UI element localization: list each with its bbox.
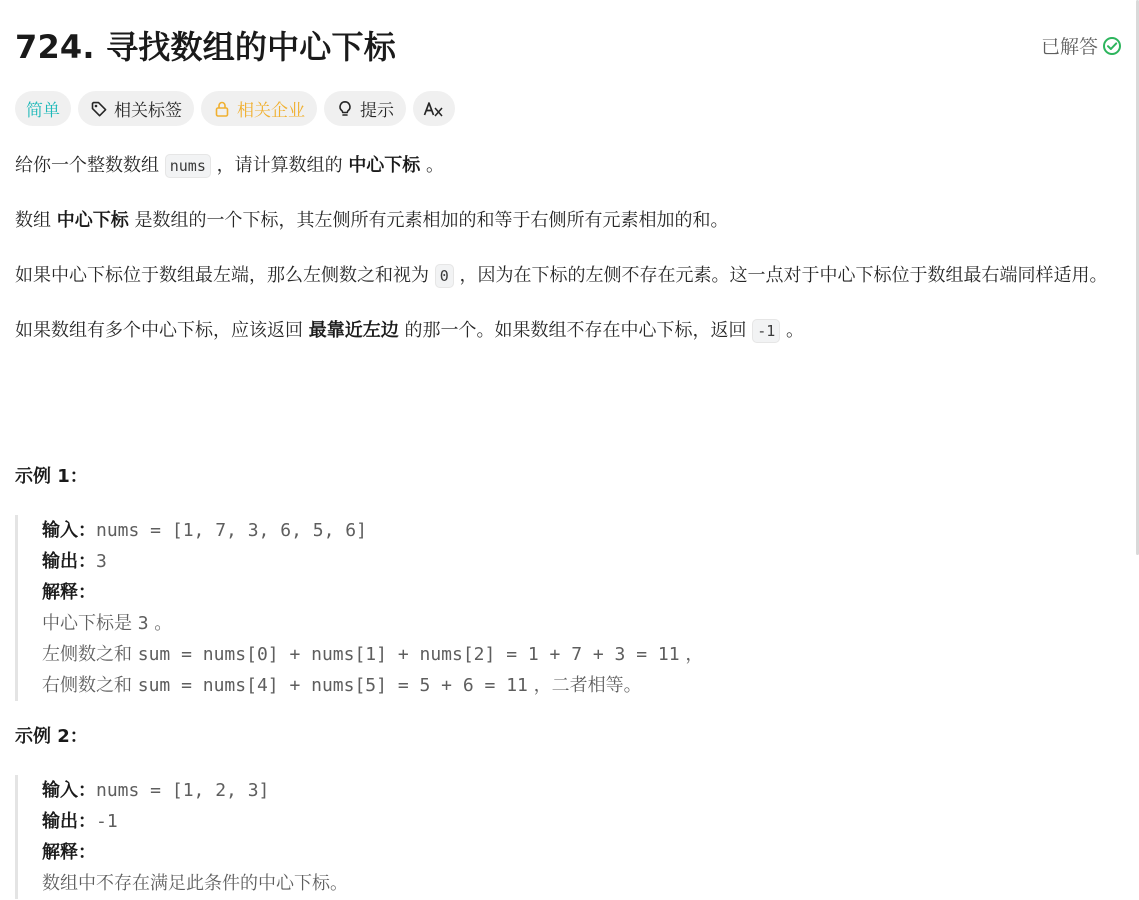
explain-line <box>42 670 703 701</box>
output-value: 3 <box>96 551 107 572</box>
related-companies-label: 相关企业 <box>237 101 305 121</box>
example-1-block <box>15 515 703 701</box>
explain-label: 解释： <box>42 582 96 603</box>
input-value: nums = [1, 2, 3] <box>96 780 270 801</box>
output-label: 输出： <box>42 811 96 832</box>
output-label: 输出： <box>42 551 96 572</box>
text-segment: 的那一个。如果数组不存在中心下标，返回 <box>398 320 753 341</box>
explain-line <box>42 608 703 639</box>
text-segment: 。 <box>780 320 804 341</box>
description-paragraph-4 <box>15 315 1125 347</box>
explain-tail: ，二者相等。 <box>527 675 642 696</box>
explain-label: 解释： <box>42 842 96 863</box>
tag-icon <box>90 100 108 118</box>
text-segment: 如果中心下标位于数组最左端，那么左侧数之和视为 <box>15 265 435 286</box>
text-segment: 如果数组有多个中心下标，应该返回 <box>15 320 309 341</box>
example-1-title: 示例 1： <box>15 466 88 487</box>
problem-header <box>15 22 1124 66</box>
problem-title: 724. 寻找数组的中心下标 <box>15 28 396 66</box>
inline-code: 0 <box>435 264 454 288</box>
example-output-row <box>42 806 348 837</box>
explain-text: 数组中不存在满足此条件的中心下标。 <box>42 873 348 894</box>
description-paragraph-2 <box>15 205 1125 237</box>
inline-code: -1 <box>752 319 780 343</box>
text-segment: 数组 <box>15 210 57 231</box>
explain-text: 右侧数之和 <box>42 675 138 696</box>
difficulty-label: 简单 <box>26 101 60 121</box>
explain-tail: ， <box>679 644 704 665</box>
check-circle-icon <box>1102 36 1122 56</box>
related-companies-tag[interactable] <box>201 91 317 126</box>
hint-label: 提示 <box>360 101 394 121</box>
explain-code: sum = nums[0] + nums[1] + nums[2] = 1 + 7 + 3 = 11 <box>137 644 680 665</box>
input-label: 输入： <box>42 780 96 801</box>
example-input-row <box>42 515 703 546</box>
example-output-row <box>42 546 703 577</box>
example-2-block <box>15 775 348 899</box>
output-value: -1 <box>96 811 118 832</box>
example-explain-row <box>42 577 703 608</box>
text-segment: 给你一个整数数组 <box>15 155 165 176</box>
difficulty-tag[interactable] <box>15 91 71 126</box>
problem-description <box>15 150 1125 370</box>
tag-bar <box>15 91 455 126</box>
explain-text: 左侧数之和 <box>42 644 138 665</box>
lightbulb-icon <box>336 100 354 118</box>
explain-code: 3 <box>137 613 149 634</box>
example-explain-row <box>42 837 348 868</box>
text-segment: 。 <box>420 155 445 176</box>
explain-text: 中心下标是 <box>42 613 138 634</box>
example-input-row <box>42 775 348 806</box>
text-segment: 是数组的一个下标，其左侧所有元素相加的和等于右侧所有元素相加的和。 <box>128 210 729 231</box>
inline-code: nums <box>165 154 211 178</box>
bold-term: 最靠近左边 <box>308 320 399 341</box>
solved-status <box>1041 32 1122 59</box>
input-label: 输入： <box>42 520 96 541</box>
input-value: nums = [1, 7, 3, 6, 5, 6] <box>96 520 367 541</box>
bold-term: 中心下标 <box>56 210 129 231</box>
description-paragraph-1 <box>15 150 1125 182</box>
description-paragraph-3 <box>15 260 1125 292</box>
bold-term: 中心下标 <box>348 155 421 176</box>
example-2-title: 示例 2： <box>15 726 88 747</box>
solved-label: 已解答 <box>1040 36 1098 58</box>
translate-tag[interactable] <box>413 91 455 126</box>
text-segment: ，请计算数组的 <box>210 155 349 176</box>
related-topics-tag[interactable] <box>78 91 194 126</box>
related-topics-label: 相关标签 <box>114 101 182 121</box>
text-segment: ，因为在下标的左侧不存在元素。这一点对于中心下标位于数组最右端同样适用。 <box>453 265 1108 286</box>
explain-line <box>42 868 348 899</box>
hint-tag[interactable] <box>324 91 406 126</box>
explain-line <box>42 639 703 670</box>
explain-tail: 。 <box>148 613 173 634</box>
lock-icon <box>213 100 231 118</box>
translate-icon <box>423 100 445 118</box>
explain-code: sum = nums[4] + nums[5] = 5 + 6 = 11 <box>137 675 528 696</box>
